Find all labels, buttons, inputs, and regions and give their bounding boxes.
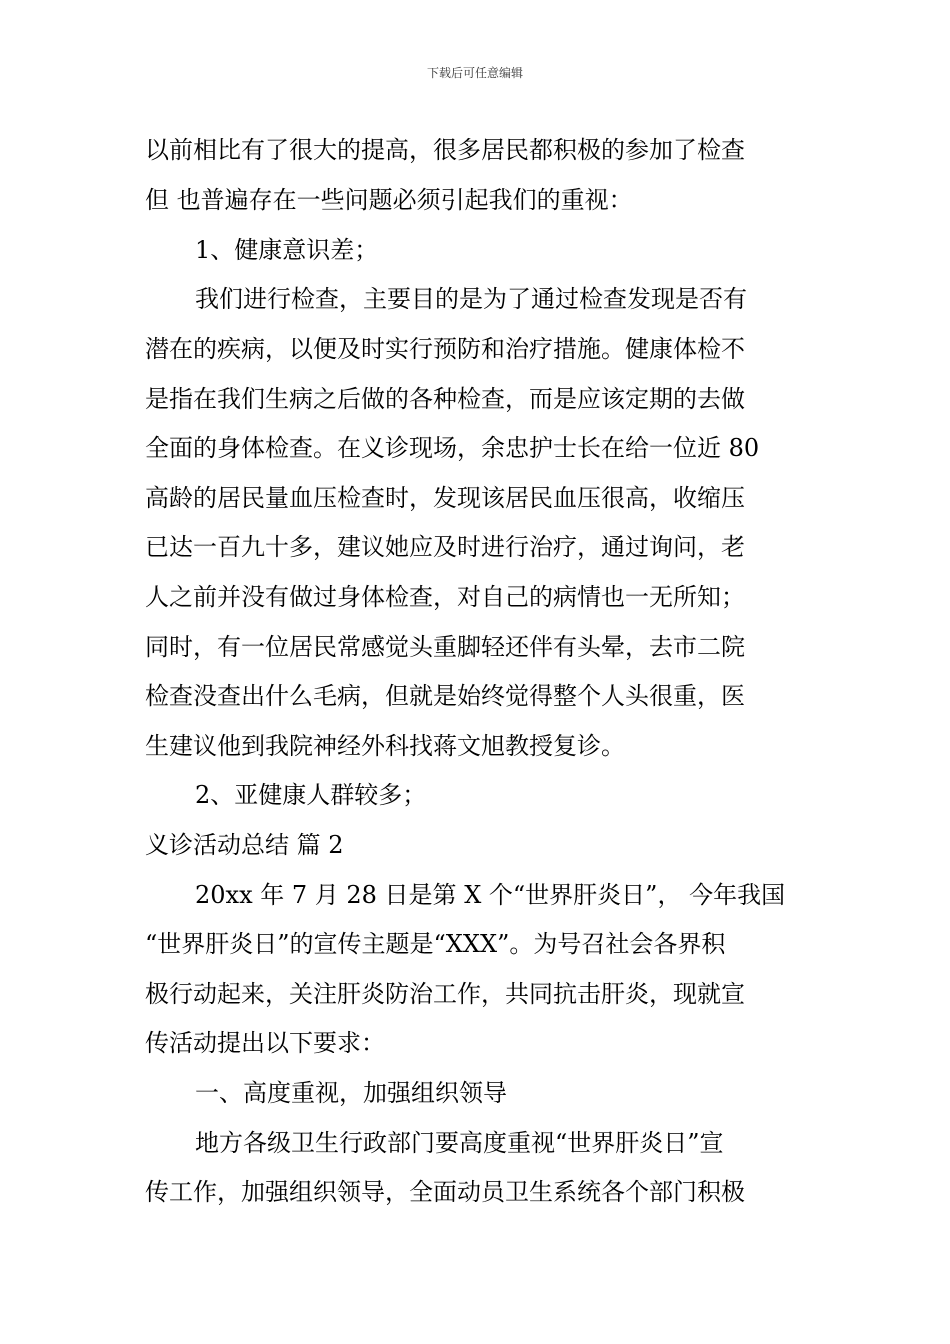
text-line: 极行动起来，关注肝炎防治工作，共同抗击肝炎，现就宣 bbox=[145, 980, 745, 1008]
text-line: 传工作，加强组织领导，全面动员卫生系统各个部门积极 bbox=[145, 1178, 745, 1206]
text-line: 生建议他到我院神经外科找蒋文旭教授复诊。 bbox=[145, 732, 625, 760]
text-line: 全面的身体检查。在义诊现场，余忠护士长在给一位近 80 bbox=[145, 434, 760, 462]
text-line: 以前相比有了很大的提高，很多居民都积极的参加了检查 bbox=[145, 136, 745, 164]
text-line: 同时，有一位居民常感觉头重脚轻还伴有头晕，去市二院 bbox=[145, 633, 745, 661]
paragraph-start: 20xx 年 7 月 28 日是第 X 个“世界肝炎日”， 今年我国 bbox=[195, 881, 786, 909]
text-line: 高龄的居民量血压检查时，发现该居民血压很高，收缩压 bbox=[145, 484, 745, 512]
text-line: 传活动提出以下要求： bbox=[145, 1029, 385, 1057]
text-line: 检查没查出什么毛病，但就是始终觉得整个人头很重，医 bbox=[145, 682, 745, 710]
text-line: 已达一百九十多，建议她应及时进行治疗，通过询问，老 bbox=[145, 533, 745, 561]
section-title: 义诊活动总结 篇 2 bbox=[145, 831, 344, 859]
paragraph-start: 我们进行检查，主要目的是为了通过检查发现是否有 bbox=[195, 285, 747, 313]
text-line: “世界肝炎日”的宣传主题是“XXX”。为号召社会各界积 bbox=[145, 930, 726, 958]
text-line: 潜在的疾病，以便及时实行预防和治疗措施。健康体检不 bbox=[145, 335, 745, 363]
subsection-heading: 一、高度重视，加强组织领导 bbox=[195, 1079, 507, 1107]
paragraph-start: 地方各级卫生行政部门要高度重视“世界肝炎日”宣 bbox=[195, 1129, 724, 1157]
list-heading: 2、亚健康人群较多； bbox=[195, 781, 427, 809]
list-heading: 1、健康意识差； bbox=[195, 236, 379, 264]
text-line: 人之前并没有做过身体检查，对自己的病情也一无所知； bbox=[145, 583, 745, 611]
page-header: 下载后可任意编辑 bbox=[426, 66, 523, 80]
text-line: 是指在我们生病之后做的各种检查，而是应该定期的去做 bbox=[145, 385, 745, 413]
text-line: 但 也普遍存在一些问题必须引起我们的重视： bbox=[145, 186, 633, 214]
